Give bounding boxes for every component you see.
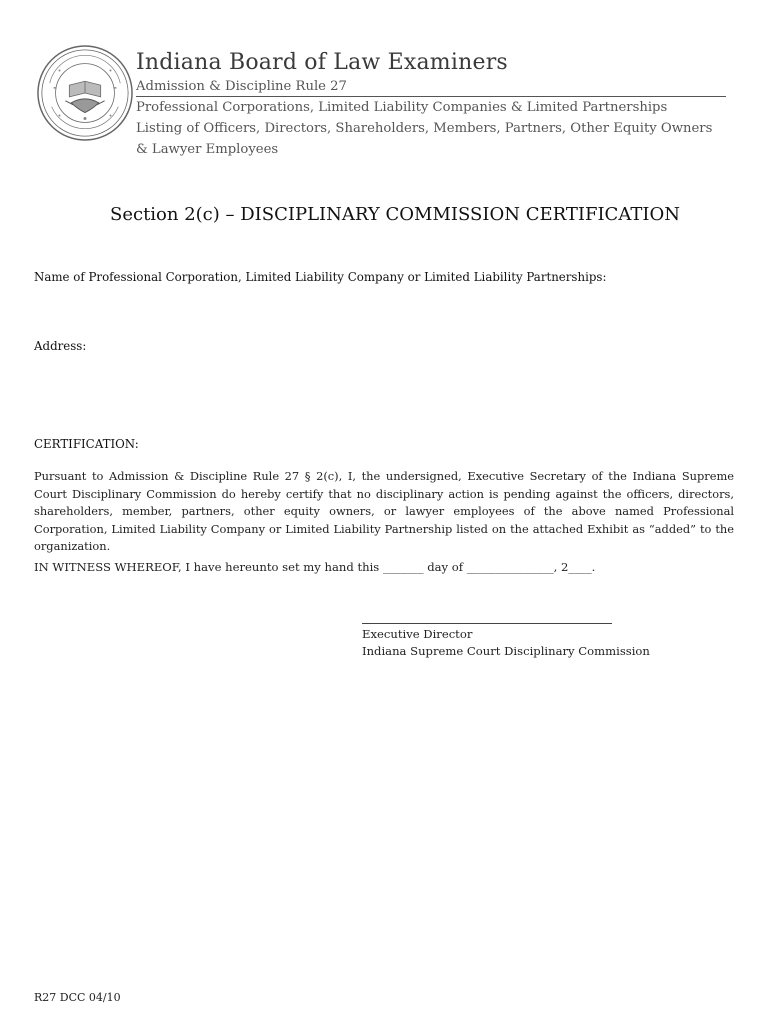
section-title: Section 2(c) – DISCIPLINARY COMMISSION CERTIFICATION: [110, 204, 680, 225]
address-label: Address:: [34, 339, 87, 353]
signatory-organization: Indiana Supreme Court Disciplinary Commission: [362, 644, 650, 658]
witness-statement: IN WITNESS WHEREOF, I have hereunto set my hand this _______ day of _______________, 2____.: [34, 560, 596, 574]
indiana-supreme-court-seal: [36, 44, 134, 142]
header-employees-line: & Lawyer Employees: [136, 142, 279, 157]
organization-name-label: Name of Professional Corporation, Limited Liability Company or Limited Liability Partnerships:: [34, 270, 607, 284]
certification-heading: CERTIFICATION:: [34, 437, 139, 451]
header-divider: [136, 96, 726, 97]
form-code: R27 DCC 04/10: [34, 991, 121, 1004]
certification-body: Pursuant to Admission & Discipline Rule 27 § 2(c), I, the undersigned, Executive Secretary of the Indiana Supreme Court Disciplinary Commission do hereby certify that no disciplinary action is pending against the officers, directors, shareholders, member, partners, other equity owners, or lawyer employees of the above named Professional Corporation, Limited Liability Company or Limited Liability Partnership listed on the attached Exhibit as “added” to the organization.: [34, 469, 734, 553]
signatory-title: Executive Director: [362, 627, 473, 641]
signature-line: [362, 623, 612, 624]
header-listing-line: Listing of Officers, Directors, Shareholders, Members, Partners, Other Equity Owners: [136, 121, 713, 136]
board-title: Indiana Board of Law Examiners: [136, 50, 508, 75]
header-rule-line: Admission & Discipline Rule 27: [136, 79, 347, 94]
header-subject-line: Professional Corporations, Limited Liability Companies & Limited Partnerships: [136, 100, 668, 115]
